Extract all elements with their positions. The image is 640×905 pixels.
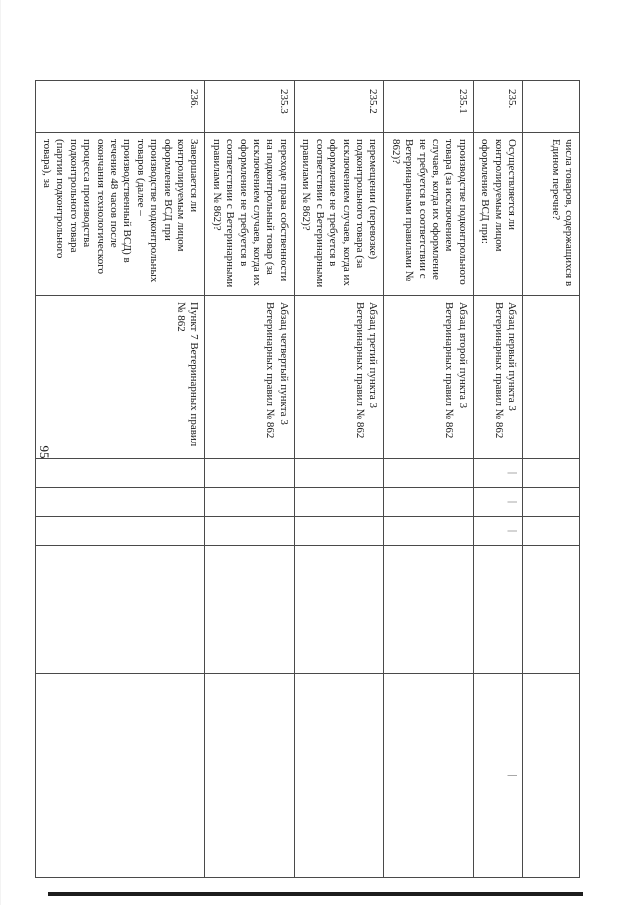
answer-yes-cell bbox=[294, 459, 383, 488]
row-question: переходе права собственности на подконтрольный товар (за исключением случаев, когда их оформление не требуется в соответствии с Ветеринарными правилами № 862)? bbox=[205, 133, 294, 296]
row-question: числа товаров, содержащихся в Едином перечне? bbox=[523, 133, 580, 296]
answer-extra-cell bbox=[35, 546, 205, 674]
answer-na-cell bbox=[205, 517, 294, 546]
row-question: производстве подконтрольного товара (за исключением случаев, когда их оформление не требуется в соответствии с Ветеринарными правилами № 862)? bbox=[384, 133, 473, 296]
comment-cell bbox=[523, 674, 580, 878]
scan-edge-bar bbox=[48, 892, 583, 896]
row-reference bbox=[523, 296, 580, 459]
comment-cell bbox=[294, 674, 383, 878]
answer-no-cell bbox=[523, 488, 580, 517]
table-row bbox=[294, 81, 383, 878]
table-row bbox=[384, 81, 473, 878]
row-number bbox=[523, 81, 580, 133]
answer-na-cell bbox=[294, 517, 383, 546]
answer-na-cell bbox=[384, 517, 473, 546]
comment-cell bbox=[35, 674, 205, 878]
scan-edge bbox=[0, 0, 1, 905]
answer-extra-cell bbox=[473, 546, 522, 674]
answer-extra-cell bbox=[384, 546, 473, 674]
row-number: 235. bbox=[473, 81, 522, 133]
row-question: Завершается ли контролируемым лицом оформление ВСД при производстве подконтрольных товаров (далее – производственный ВСД) в течение 48 часов после окончания технологического процесса производства подконтрольного товара (партии подконтрольного товара), за bbox=[35, 133, 205, 296]
answer-no-cell bbox=[294, 488, 383, 517]
answer-yes-cell bbox=[384, 459, 473, 488]
answer-extra-cell bbox=[523, 546, 580, 674]
table-row bbox=[473, 81, 522, 878]
answer-yes-cell: | bbox=[473, 459, 522, 488]
row-number: 236. bbox=[35, 81, 205, 133]
answer-na-cell bbox=[35, 517, 205, 546]
row-reference: Абзац третий пункта 3 Ветеринарных правил № 862 bbox=[294, 296, 383, 459]
answer-yes-cell bbox=[205, 459, 294, 488]
row-number: 235.2 bbox=[294, 81, 383, 133]
table-row bbox=[205, 81, 294, 878]
page-number: 95 bbox=[37, 445, 52, 459]
answer-extra-cell bbox=[205, 546, 294, 674]
row-reference: Абзац четвертый пункта 3 Ветеринарных правил № 862 bbox=[205, 296, 294, 459]
answer-no-cell bbox=[205, 488, 294, 517]
row-reference: Абзац второй пункта 3 Ветеринарных правил № 862 bbox=[384, 296, 473, 459]
comment-cell bbox=[205, 674, 294, 878]
answer-no-cell bbox=[35, 488, 205, 517]
row-question: Осуществляется ли контролируемым лицом оформление ВСД при: bbox=[473, 133, 522, 296]
answer-na-cell: | bbox=[473, 517, 522, 546]
row-number: 235.1 bbox=[384, 81, 473, 133]
answer-na-cell bbox=[523, 517, 580, 546]
row-reference: Абзац первый пункта 3 Ветеринарных правил № 862 bbox=[473, 296, 522, 459]
table-row bbox=[523, 81, 580, 878]
answer-yes-cell bbox=[523, 459, 580, 488]
answer-no-cell: | bbox=[473, 488, 522, 517]
row-question: перемещении (перевозке) подконтрольного товара (за исключением случаев, когда их оформление не требуется в соответствии с Ветеринарными правилами № 862)? bbox=[294, 133, 383, 296]
answer-yes-cell bbox=[35, 459, 205, 488]
checklist-table bbox=[35, 80, 580, 878]
row-number: 235.3 bbox=[205, 81, 294, 133]
table-row bbox=[35, 81, 205, 878]
comment-cell bbox=[384, 674, 473, 878]
answer-extra-cell bbox=[294, 546, 383, 674]
row-reference: Пункт 7 Ветеринарных правил № 862 bbox=[35, 296, 205, 459]
answer-no-cell bbox=[384, 488, 473, 517]
comment-cell: | bbox=[473, 674, 522, 878]
